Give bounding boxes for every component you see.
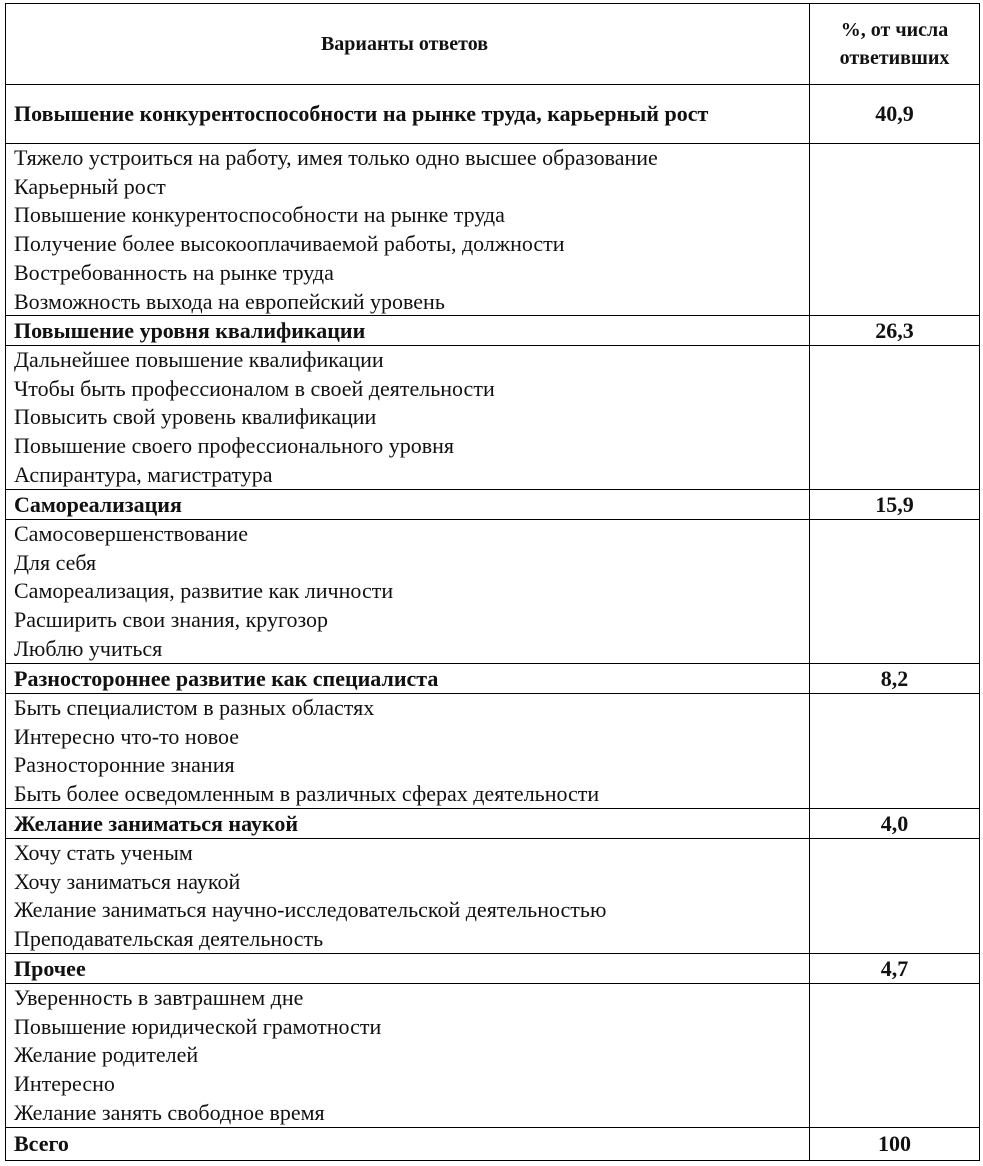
empty-value-cell [810, 694, 979, 808]
empty-value-cell [810, 984, 979, 1127]
category-value: 4,0 [880, 810, 909, 836]
category-label: Разностороннее развитие как специалиста [14, 665, 439, 691]
category-value: 15,9 [875, 491, 914, 517]
category-row [6, 490, 979, 520]
answer-item: Карьерный рост [14, 173, 166, 199]
answer-item: Тяжело устроиться на работу, имея только одно высшее образование [14, 145, 658, 170]
answer-item: Уверенность в завтрашнем дне [14, 985, 304, 1010]
answer-item: Быть более осведомленным в различных сферах деятельности [14, 781, 600, 807]
answer-item: Желание занять свободное время [14, 1099, 325, 1125]
category-value: 26,3 [875, 317, 914, 343]
empty-value-cell [810, 839, 979, 953]
header-answers: Варианты ответов [6, 4, 810, 84]
category-label: Самореализация [14, 491, 182, 517]
empty-value-cell [810, 346, 979, 489]
answer-item: Повышение конкурентоспособности на рынке труда [14, 202, 505, 228]
table-header [6, 4, 979, 85]
answers-row [6, 346, 979, 490]
answer-item: Разносторонние знания [14, 752, 235, 778]
answer-item: Расширить свои знания, кругозор [14, 607, 329, 633]
category-row [6, 85, 979, 144]
survey-table [5, 3, 980, 1161]
answer-item: Хочу стать ученым [14, 840, 193, 865]
answer-item: Люблю учиться [14, 635, 163, 661]
answer-item: Повышение юридической грамотности [14, 1013, 382, 1039]
answer-item: Самореализация, развитие как личности [14, 578, 394, 604]
answer-item: Дальнейшее повышение квалификации [14, 347, 384, 372]
answers-row [6, 984, 979, 1128]
empty-value-cell [810, 520, 979, 663]
answer-item: Получение более высокооплачиваемой работы, должности [14, 231, 565, 257]
answer-item: Желание заниматься научно-исследовательской деятельностью [14, 897, 607, 923]
answer-item: Хочу заниматься наукой [14, 868, 241, 894]
answers-row [6, 694, 979, 809]
category-label: Желание заниматься наукой [14, 810, 299, 836]
category-row [6, 954, 979, 984]
category-label: Повышение уровня квалификации [14, 317, 366, 343]
category-label: Повышение конкурентоспособности на рынке труда, карьерный рост [14, 101, 709, 126]
answer-item: Аспирантура, магистратура [14, 461, 273, 487]
answer-item: Повышение своего профессионального уровня [14, 433, 454, 459]
category-value: 40,9 [875, 101, 914, 126]
answer-item: Чтобы быть профессионалом в своей деятельности [14, 375, 495, 401]
category-value: 8,2 [880, 665, 909, 691]
total-value: 100 [878, 1131, 911, 1156]
category-label: Прочее [14, 955, 86, 981]
empty-value-cell [810, 144, 979, 315]
total-row [6, 1128, 979, 1160]
answer-item: Самосовершенствование [14, 521, 248, 546]
answer-item: Интересно что-то новое [14, 723, 239, 749]
answer-item: Возможность выхода на европейский уровень [14, 288, 445, 314]
total-label: Всего [14, 1131, 69, 1156]
header-percent: %, от числа ответивших [839, 19, 950, 69]
answer-item: Для себя [14, 549, 97, 575]
answer-item: Интересно [14, 1071, 115, 1097]
answers-row [6, 839, 979, 954]
category-row [6, 316, 979, 346]
category-row [6, 664, 979, 694]
answers-row [6, 520, 979, 664]
answer-item: Быть специалистом в разных областях [14, 695, 375, 720]
answer-item: Желание родителей [14, 1042, 199, 1068]
answer-item: Востребованность на рынке труда [14, 259, 334, 285]
category-value: 4,7 [880, 955, 909, 981]
category-row [6, 809, 979, 839]
answer-item: Повысить свой уровень квалификации [14, 404, 377, 430]
answers-row [6, 144, 979, 316]
answer-item: Преподавательская деятельность [14, 926, 324, 952]
